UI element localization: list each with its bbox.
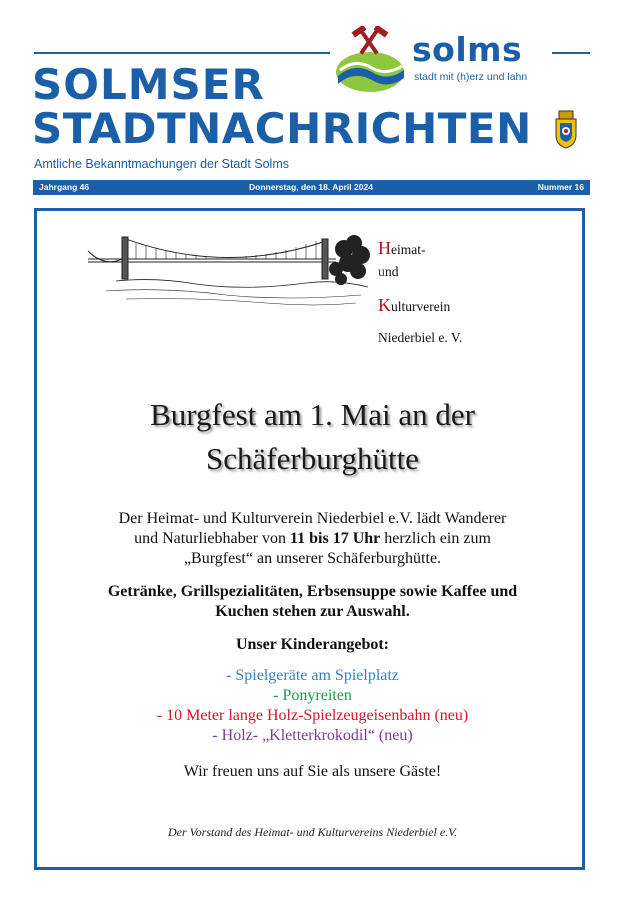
headline-line1: Burgfest am 1. Mai an der	[150, 397, 475, 432]
kids-item-train: - 10 Meter lange Holz-Spielzeugeisenbahn (neu)	[156, 707, 469, 724]
volume-label: Jahrgang 46	[39, 182, 90, 192]
intro-line1: Der Heimat- und Kulturverein Niederbiel e.V. lädt Wanderer	[118, 510, 507, 527]
club-name-line3: Kulturverein	[378, 295, 451, 315]
club-name-line4: Niederbiel e. V.	[378, 330, 463, 345]
intro-line3: „Burgfest“ an unserer Schäferburghütte.	[183, 550, 442, 567]
logo-tagline: stadt mit (h)erz und lahn	[414, 71, 528, 83]
kids-item-pony: - Ponyreiten	[273, 687, 352, 704]
kids-item-playground: - Spielgeräte am Spielplatz	[226, 667, 399, 684]
kids-heading: Unser Kinderangebot:	[235, 636, 390, 653]
masthead-rule-left	[34, 52, 330, 54]
headline-line2: Schäferburghütte	[206, 441, 419, 476]
bridge-illustration	[86, 229, 371, 314]
issue-number: Nummer 16	[537, 182, 584, 192]
coat-of-arms-icon	[553, 109, 579, 149]
intro-line2: und Naturliebhaber von 11 bis 17 Uhr herzlich ein zum	[134, 530, 491, 547]
issue-date: Donnerstag, den 18. April 2024	[249, 182, 373, 192]
masthead-title-line1: SOLMSER	[32, 60, 265, 109]
food-line1: Getränke, Grillspezialitäten, Erbsensuppe sowie Kaffee und	[107, 583, 518, 600]
club-name-line2: und	[378, 264, 399, 280]
signature: Der Vorstand des Heimat- und Kulturvereins Niederbiel e.V.	[168, 825, 457, 839]
masthead-subtitle: Amtliche Bekanntmachungen der Stadt Solms	[34, 157, 289, 171]
food-line2: Kuchen stehen zur Auswahl.	[215, 603, 410, 620]
club-name-line1: Heimat-	[378, 238, 426, 258]
masthead-title-line2: STADTNACHRICHTEN	[32, 104, 532, 153]
closing-line: Wir freuen uns auf Sie als unsere Gäste!	[183, 763, 442, 780]
issue-info-bar	[33, 180, 590, 195]
masthead-rule-right	[552, 52, 590, 54]
logo-wordmark: solms	[412, 30, 523, 69]
solms-logo-icon	[334, 26, 406, 94]
kids-item-crocodile: - Holz- „Kletterkrokodil“ (neu)	[212, 727, 413, 744]
